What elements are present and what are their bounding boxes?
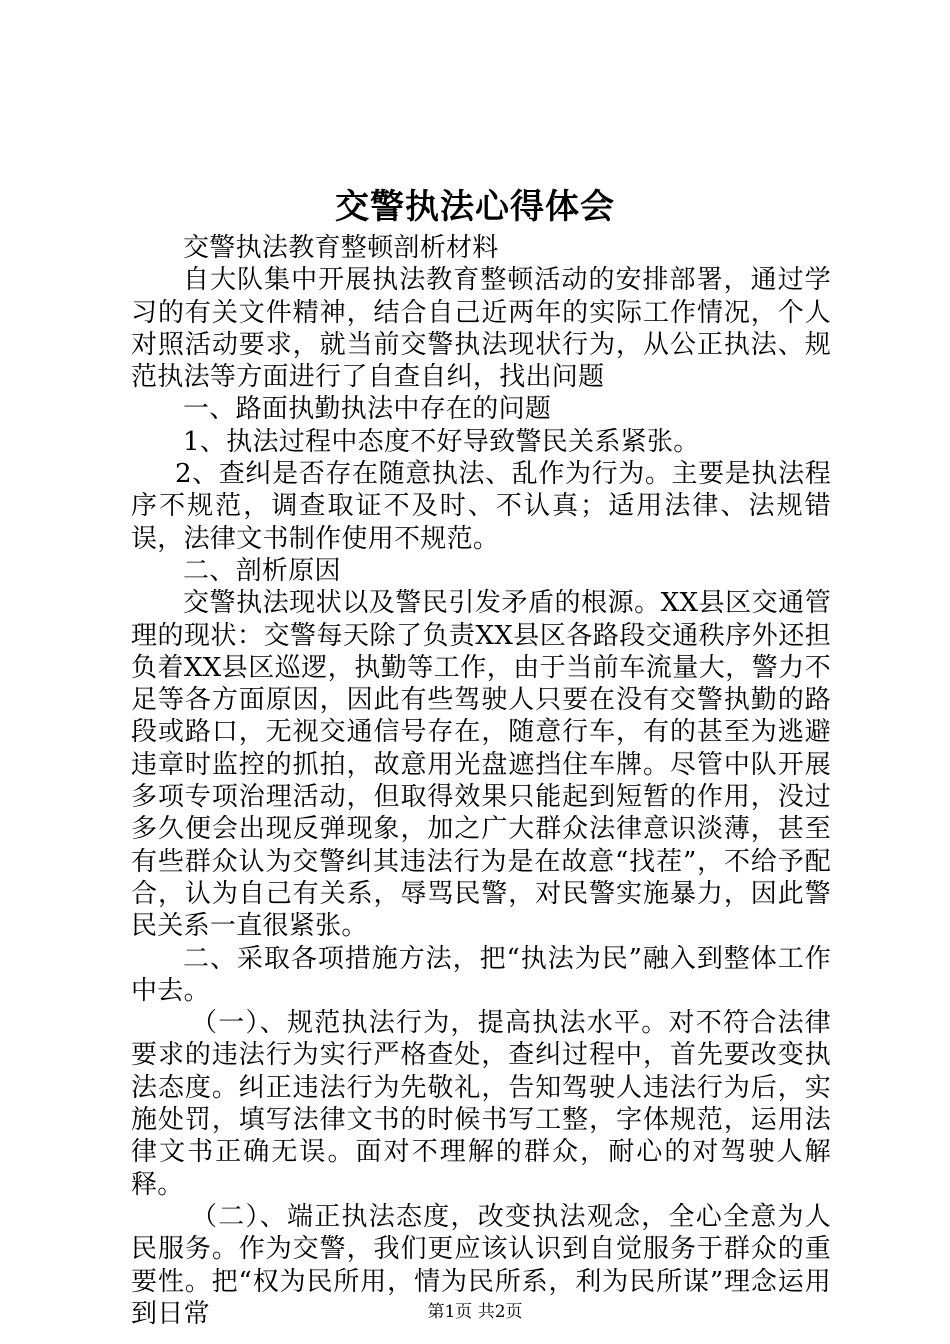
paragraph-subtitle: 交警执法教育整顿剖析材料: [183, 233, 499, 263]
page-footer: 第1页 共2页: [427, 1302, 523, 1322]
paragraph-measure-1: （一）、规范执法行为，提高执法水平。对不符合法律要求的违法行为实行严格查处，查纠过程中，首先要改变执法态度。纠正违法行为先敬礼，告知驾驶人违法行为后，实施处罚，填写法律文书的时候书写工整，字体规范，运用法律文书正确无误。面对不理解的群众，耐心的对驾驶人解释。: [131, 1008, 831, 1200]
section-heading-problems: 一、路面执勤执法中存在的问题: [183, 394, 552, 425]
paragraph-causes: 交警执法现状以及警民引发矛盾的根源。XX县区交通管理的现状：交警每天除了负责XX县区各路段交通秩序外还担负着XX县区巡逻，执勤等工作，由于当前车流量大，警力不足等各方面原因，因此有些驾驶人只要在没有交警执勤的路段或路口，无视交通信号存在，随意行车，有的甚至为逃避违章时监控的抓拍，故意用光盘遮挡住车牌。尽管中队开展多项专项治理活动，但取得效果只能起到短暂的作用，没过多久便会出现反弹现象，加之广大群众法律意识淡薄，甚至有些群众认为交警纠其违法行为是在故意“找茬”，不给予配合，认为自己有关系，辱骂民警，对民警实施暴力，因此警民关系一直很紧张。: [131, 588, 831, 942]
paragraph-measure-2: （二）、端正执法态度，改变执法观念，全心全意为人民服务。作为交警，我们更应该认识到自觉服务于群众的重要性。把“权为民所用，情为民所系，利为民所谋”理念运用到日常: [131, 1201, 831, 1329]
document-title: 交警执法心得体会: [335, 187, 615, 227]
section-heading-causes: 二、剖析原因: [183, 555, 341, 586]
paragraph-item-2: 2、查纠是否存在随意执法、乱作为行为。主要是执法程序不规范，调查取证不及时、不认真；适用法律、法规错误，法律文书制作使用不规范。: [131, 459, 831, 554]
document-body: [131, 232, 831, 1330]
paragraph-item-1: 1、执法过程中态度不好导致警民关系紧张。: [183, 426, 700, 457]
section-heading-measures: 二、采取各项措施方法，把“执法为民”融入到整体工作中去。: [131, 943, 831, 1006]
paragraph-intro: 自大队集中开展执法教育整顿活动的安排部署，通过学习的有关文件精神，结合自己近两年的实际工作情况，个人对照活动要求，就当前交警执法现状行为，从公正执法、规范执法等方面进行了自查自纠，找出问题: [131, 265, 831, 393]
